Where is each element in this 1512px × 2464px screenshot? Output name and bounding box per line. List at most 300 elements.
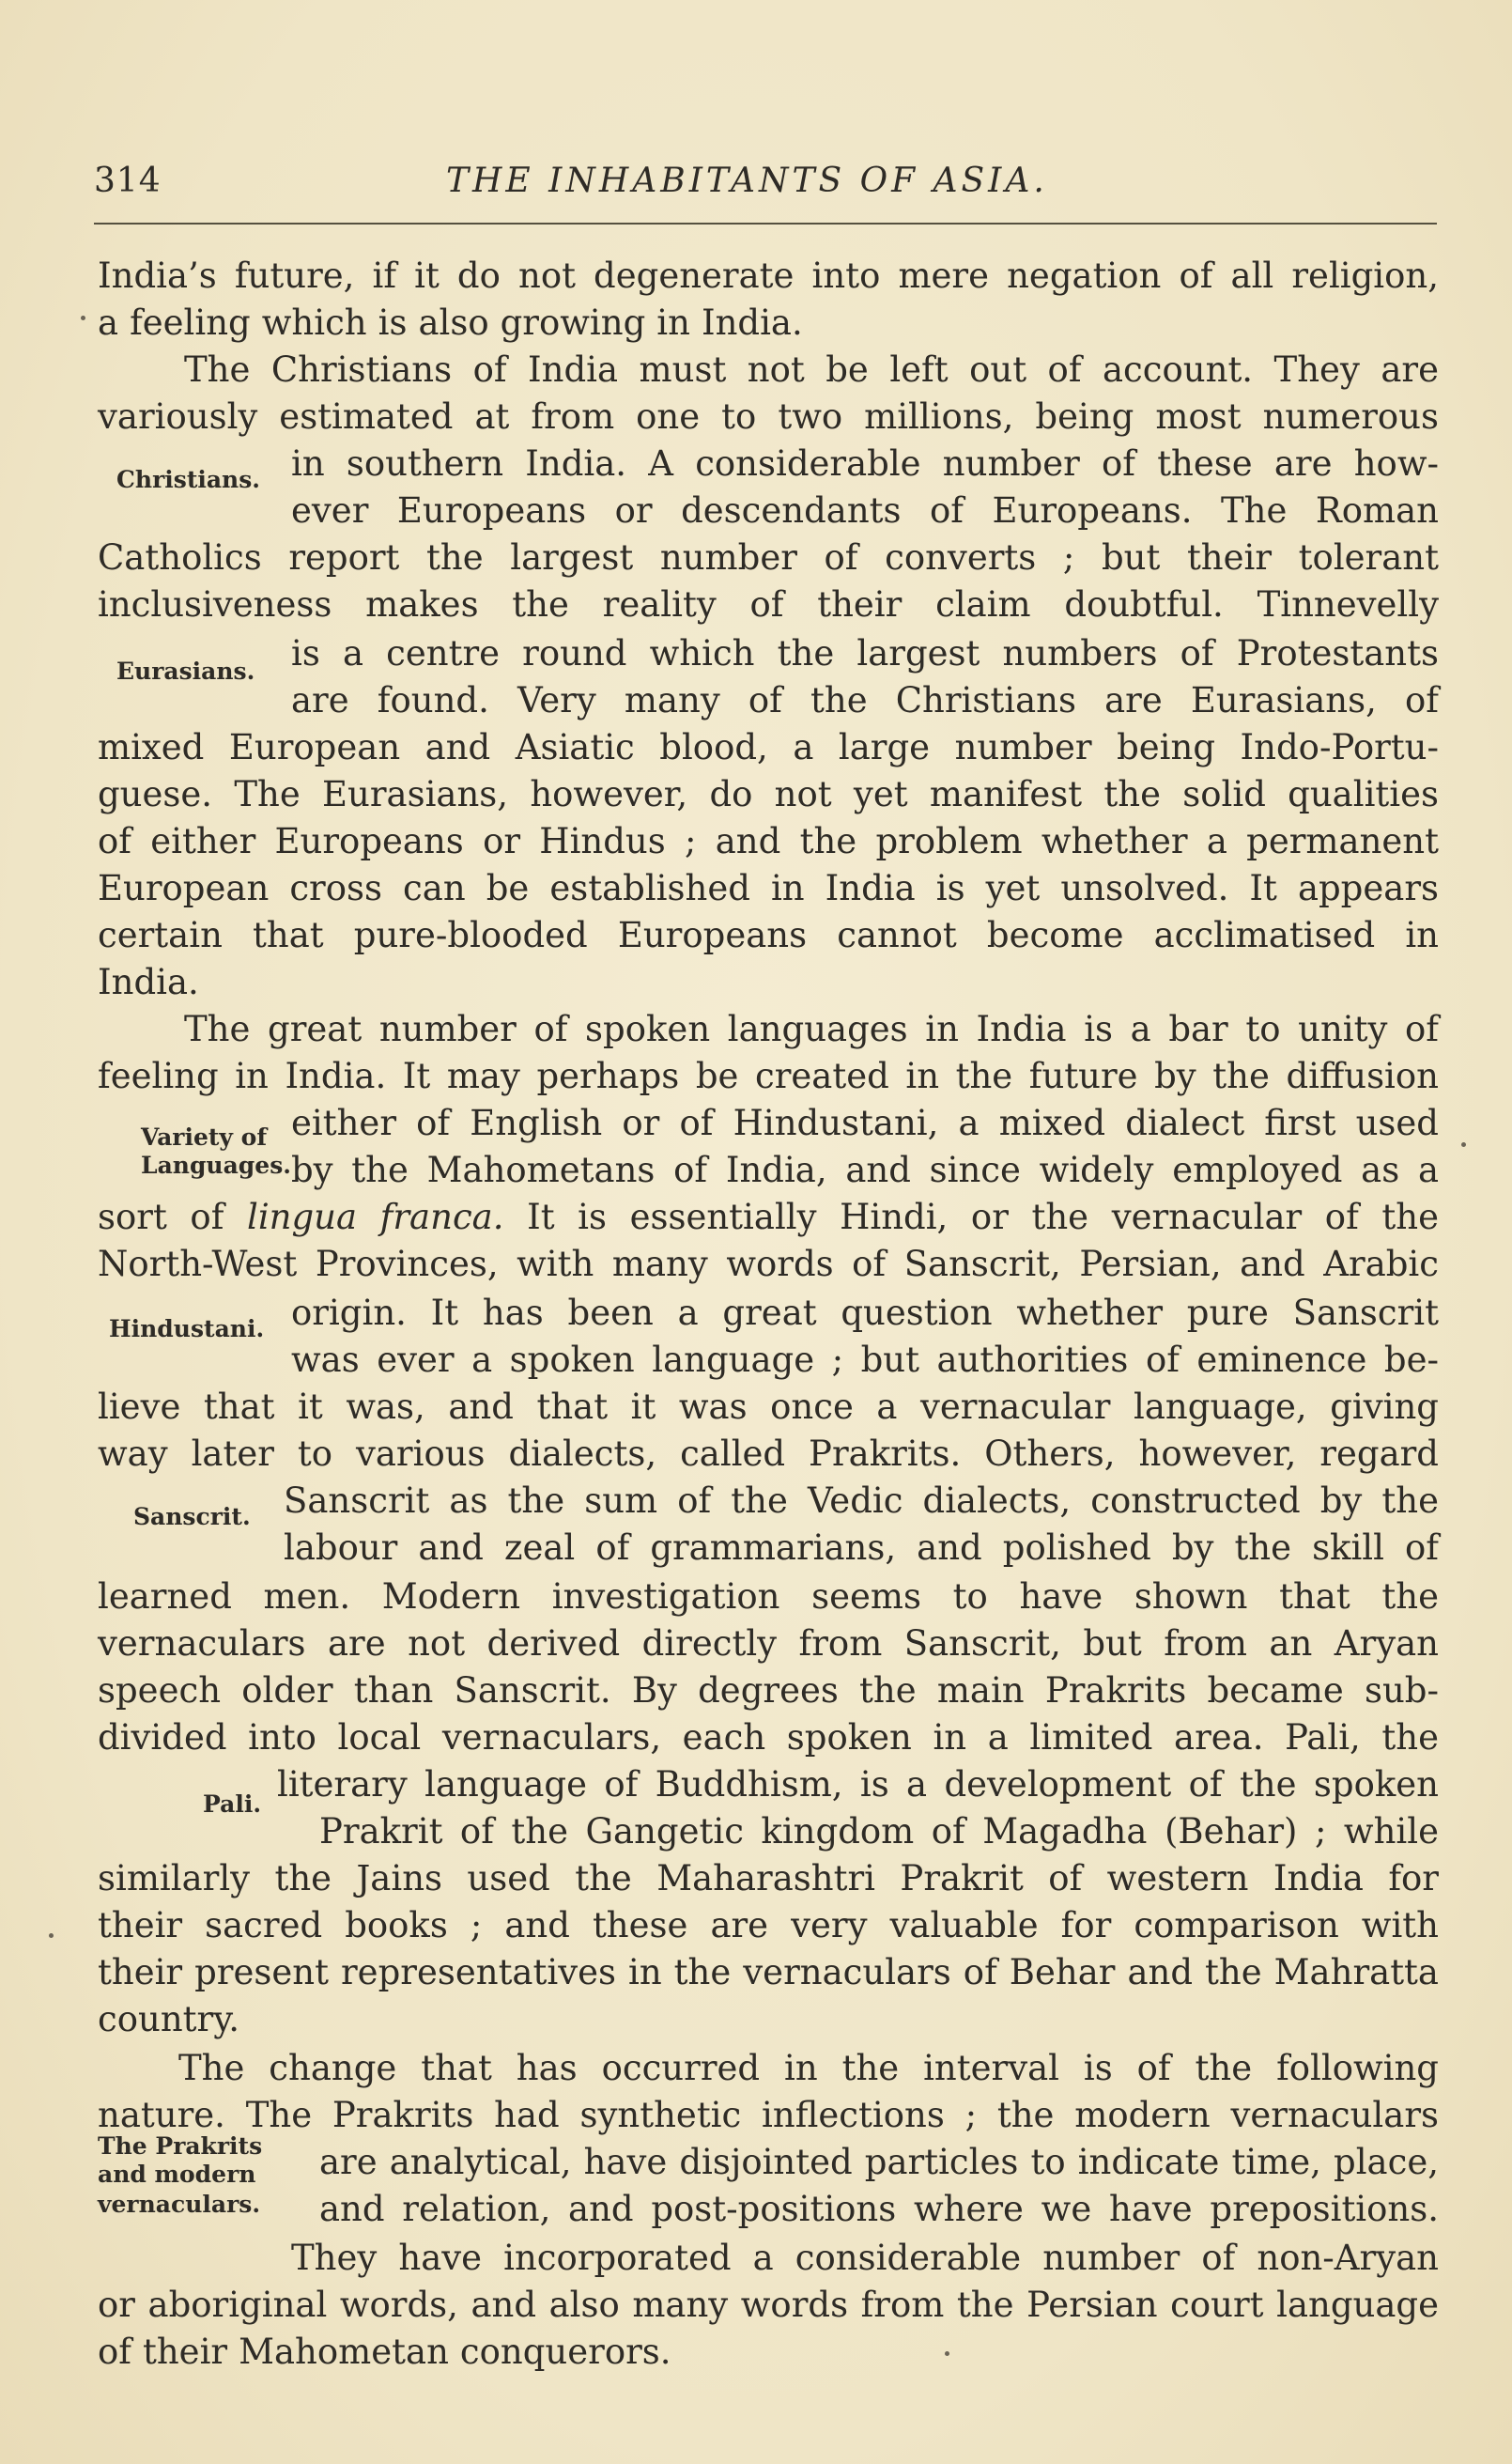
word: the [996,2095,1055,2135]
word: not [774,774,832,814]
word: unity [1298,1009,1388,1049]
word: Eurasians, [1190,680,1377,721]
word: vernacular [919,1387,1111,1427]
text-line [0,581,1512,629]
word: of [595,1527,630,1568]
word: shown [1134,1576,1248,1617]
word: Asiatic [515,727,635,767]
text-line [0,299,1512,348]
word: doubtful. [1064,584,1224,625]
word: round [522,633,627,674]
word: synthetic [579,2095,742,2135]
word: The [178,2048,245,2088]
word: literary [277,1764,408,1805]
word: the [1205,1952,1262,1992]
word: the [426,537,484,578]
word: of [1102,443,1135,484]
word: ; [831,1340,844,1380]
sidenote: Hindustani. [109,1315,265,1342]
word: that [421,2048,492,2088]
word: whether [1041,821,1188,861]
word: a [471,1340,493,1380]
word: are [319,2142,378,2182]
word: widely [1039,1150,1154,1190]
word: however, [530,774,688,814]
word: India’s [98,256,217,296]
word: of [1405,1527,1439,1568]
word: following [1276,2048,1439,2088]
word: the [1234,1527,1292,1568]
word: many [624,680,720,721]
word: a [98,302,119,343]
word: claim [935,584,1031,625]
word: was [291,1340,360,1380]
word: books [345,1905,448,1945]
word: are [1273,443,1333,484]
sidenote: The Prakrits [98,2132,263,2160]
word: also [548,2285,620,2325]
word: the [1103,774,1161,814]
word: representatives [341,1952,616,1992]
word: in [291,443,325,484]
word: are [327,1623,386,1664]
word: It [1249,868,1277,908]
word: or [98,2285,135,2325]
word: largest [856,633,980,674]
word: skill [1312,1527,1384,1568]
word: It [527,1197,555,1237]
word: the [512,584,569,625]
text-line [0,1619,1512,1668]
word: an [1269,1623,1313,1664]
word: and [424,727,491,767]
text-line [0,346,1512,395]
word: sub- [1364,1670,1439,1711]
text-line [0,252,1512,301]
word: area. [1174,1717,1264,1758]
word: the [274,1858,332,1898]
word: these [592,1905,688,1945]
word: do [456,256,501,296]
word: of [1188,1764,1223,1805]
word: is [378,302,408,343]
word: certain [98,915,223,955]
word: in [784,2048,818,2088]
text-line [0,1666,1512,1715]
word: The [245,2095,313,2135]
word: each [682,1717,766,1758]
word: investigation [551,1576,780,1617]
word: problem [875,821,1023,861]
word: which [649,633,755,674]
word: a [987,1717,1009,1758]
word: of [852,1244,887,1284]
word: very [791,1905,868,1945]
sidenote: Eurasians. [116,658,255,685]
word: used [467,1858,550,1898]
word: Christians [895,680,1076,721]
word: of [930,490,964,531]
word: of [824,537,858,578]
word: of [1201,2238,1236,2278]
word: by [1154,1056,1196,1096]
word: either [291,1103,397,1143]
word: analytical, [389,2142,572,2182]
word: non-Aryan [1257,2238,1439,2278]
word: regard [1319,1433,1439,1474]
word: or [483,821,521,861]
word: report [288,537,400,578]
word: Eurasians, [322,774,509,814]
word: their [142,2332,228,2372]
word: the [351,1150,409,1190]
word: number [1042,2238,1180,2278]
word: become [986,915,1124,955]
word: It [430,1293,459,1333]
word: change [269,2048,397,2088]
word: vernaculars [743,1952,951,1992]
word: vernaculars [98,1623,306,1664]
word: while [1343,1811,1439,1852]
word: Prakrits [332,2095,474,2135]
word: found. [377,680,489,721]
word: a [677,1293,699,1333]
word: of [1136,2048,1171,2088]
word: language [1276,2285,1439,2325]
word: authorities [936,1340,1129,1380]
word: and [504,1905,570,1945]
word: (Behar) [1164,1811,1298,1852]
word: appears [1297,868,1439,908]
word: and [568,2189,634,2229]
word: the [799,821,857,861]
word: have [583,2142,668,2182]
word: numbers [1002,633,1158,674]
word: the [1381,1717,1439,1758]
sidenote: Sanscrit. [133,1503,251,1530]
word: centre [386,633,501,674]
word: and [319,2189,385,2229]
word: Buddhism, [655,1764,843,1805]
word: the [575,1858,632,1898]
text-line [0,1430,1512,1479]
word: yet [853,774,908,814]
word: in [235,1056,269,1096]
word: many [632,2285,729,2325]
word: solid [1182,774,1266,814]
word: their [98,1952,183,1992]
word: millions, [864,396,1014,437]
word: that [1279,1576,1350,1617]
word: from [531,396,615,437]
word: growing [500,302,646,343]
word: similarly [98,1858,251,1898]
word: as [449,1480,488,1521]
word: has [482,1293,544,1333]
word: Sanscrit. [454,1670,611,1711]
word: Persian, [1079,1244,1222,1284]
word: permanent [1246,821,1439,861]
word: the [841,2048,900,2088]
word: of [459,1811,494,1852]
word: is [859,1764,889,1805]
word: North-West [98,1244,298,1284]
word: dialect [1125,1103,1245,1143]
word: have [1108,2189,1193,2229]
word: but [1101,537,1161,578]
word: Prakrit [319,1811,443,1852]
word: They [291,2238,378,2278]
word: was [678,1387,748,1427]
word: The [1221,490,1288,531]
word: where [913,2189,1024,2229]
word: to [297,1433,333,1474]
word: perhaps [536,1056,680,1096]
print-speck [1461,1142,1466,1147]
word: of [677,1480,712,1521]
text-line [0,2281,1512,2330]
word: as [1361,1150,1400,1190]
word: be [486,868,530,908]
print-speck [81,316,85,320]
word: India. [525,443,627,484]
text-line [0,1901,1512,1950]
word: to [1245,1009,1281,1049]
word: their [1186,537,1273,578]
word: English [470,1103,603,1143]
word: being [1035,396,1134,437]
word: ; [964,2095,978,2135]
word: development [944,1764,1172,1805]
word: older [241,1670,333,1711]
word: ; [1062,537,1075,578]
word: unsolved. [1060,868,1229,908]
word: sacred [205,1905,323,1945]
word: number [942,443,1080,484]
word: by [291,1150,333,1190]
word: ; [470,1905,483,1945]
word: Arabic [1323,1244,1439,1284]
word: acclimatised [1153,915,1376,955]
print-speck [49,1933,54,1938]
word: Gangetic [585,1811,744,1852]
word: Europeans [617,915,808,955]
word: spoken [509,1340,635,1380]
text-line [0,1052,1512,1101]
word: Persian [1026,2285,1158,2325]
word: qualities [1288,774,1439,814]
word: the [1239,1764,1297,1805]
word: of [533,1009,568,1049]
word: kingdom [761,1811,915,1852]
word: They [1273,349,1360,390]
word: are [291,680,349,721]
word: the [731,1480,788,1521]
word: eminence [1196,1340,1367,1380]
word: origin. [291,1293,407,1333]
word: two [778,396,843,437]
word: variously [98,396,258,437]
word: of [98,821,131,861]
word: mixed [998,1103,1106,1143]
word: European [98,868,270,908]
word: of [748,680,782,721]
word: how- [1353,443,1439,484]
word: languages [727,1009,908,1049]
word: and [471,2285,537,2325]
word: of [190,1197,224,1237]
word: has [516,2048,578,2088]
word: of [1405,1009,1439,1049]
word: a [1206,821,1227,861]
word: cannot [837,915,957,955]
word: India [825,868,916,908]
word: of [98,2332,131,2372]
word: which [261,302,367,343]
word: of [931,1811,965,1852]
text-line [0,770,1512,819]
word: ; [1314,1811,1327,1852]
word: in [1405,915,1439,955]
word: is [1083,2048,1113,2088]
word: for [1060,1905,1112,1945]
text-line [0,393,1512,442]
word: it [298,1387,323,1427]
word: speech [98,1670,222,1711]
word: have [1019,1576,1103,1617]
word: for [1388,1858,1439,1898]
word: considerable [695,443,921,484]
sidenote: Christians. [116,466,261,493]
running-head: THE INHABITANTS OF ASIA. [446,162,1048,200]
word: manifest [929,774,1083,814]
word: religion, [1291,256,1439,296]
word: of [749,584,784,625]
word: Europeans [396,490,587,531]
word: India. [98,962,199,1002]
word: occurred [601,2048,761,2088]
word: words [726,1244,834,1284]
word: later [191,1433,274,1474]
word: do [709,774,753,814]
word: from [860,2285,945,2325]
text-line [0,1240,1512,1289]
word: a [342,633,364,674]
word: Maharashtri [656,1858,876,1898]
word: lieve [98,1387,181,1427]
word: being [1117,727,1216,767]
word: left [889,349,949,390]
word: limited [1029,1717,1153,1758]
word: became [1207,1670,1344,1711]
word: Europeans [274,821,464,861]
word: converts [885,537,1037,578]
text-line [0,1573,1512,1621]
word: tolerant [1298,537,1439,578]
word: The [234,774,301,814]
word: but [860,1340,919,1380]
word: Hindi, [840,1197,949,1237]
word: blood, [659,727,768,767]
word: in [627,1952,662,1992]
word: descendants [681,490,902,531]
text-line [0,2234,1512,2283]
word: a [958,1103,980,1143]
word: of [1405,680,1439,721]
word: dialects, [922,1480,1072,1521]
word: is [935,868,965,908]
word: employed [1172,1150,1343,1190]
word: European [228,727,401,767]
word: was, [346,1387,425,1427]
word: a [793,727,814,767]
word: to [721,396,757,437]
word: many [611,1244,708,1284]
word: Mahometans [426,1150,656,1190]
word: Jains [356,1858,443,1898]
text-line [0,1995,1512,2044]
word: is [291,633,320,674]
word: number [954,727,1092,767]
word: the [507,1480,565,1521]
word: India. [285,1056,387,1096]
word: have [398,2238,483,2278]
word: essentially [629,1197,817,1237]
text-line [0,2044,1512,2093]
word: Provinces, [315,1244,499,1284]
word: labour [284,1527,398,1568]
word: from [798,1623,883,1664]
word: of [1048,1858,1083,1898]
word: disjointed [679,2142,853,2182]
word: spoken [786,1717,912,1758]
word: a [1130,1009,1151,1049]
word: not [747,349,805,390]
word: It [402,1056,431,1096]
word: directly [641,1623,778,1664]
word: great [268,1009,363,1049]
word: time, [1231,2142,1321,2182]
word: inclusiveness [98,584,332,625]
word: great [722,1293,817,1333]
word: at [474,396,510,437]
word: numerous [1262,396,1439,437]
text-line [0,1854,1512,1903]
word: vernaculars [1230,2095,1439,2135]
word: of [416,1103,451,1143]
word: mixed [98,727,205,767]
text-line [0,1383,1512,1432]
word: post-positions [651,2189,897,2229]
word: southern [346,443,504,484]
word: are [1104,680,1163,721]
header-rule [94,223,1437,225]
word: be- [1383,1340,1439,1380]
word: the [956,2285,1014,2325]
word: or [614,490,653,531]
word: divided [98,1717,227,1758]
word: present [194,1952,329,1992]
word: once [770,1387,854,1427]
word: the [859,1670,917,1711]
word: ever [377,1340,455,1380]
word: giving [1330,1387,1439,1427]
word: language [652,1340,815,1380]
word: feeling [98,1056,219,1096]
word: feeling [130,302,251,343]
word: learned [98,1576,232,1617]
word: Tinnevelly [1257,584,1439,625]
